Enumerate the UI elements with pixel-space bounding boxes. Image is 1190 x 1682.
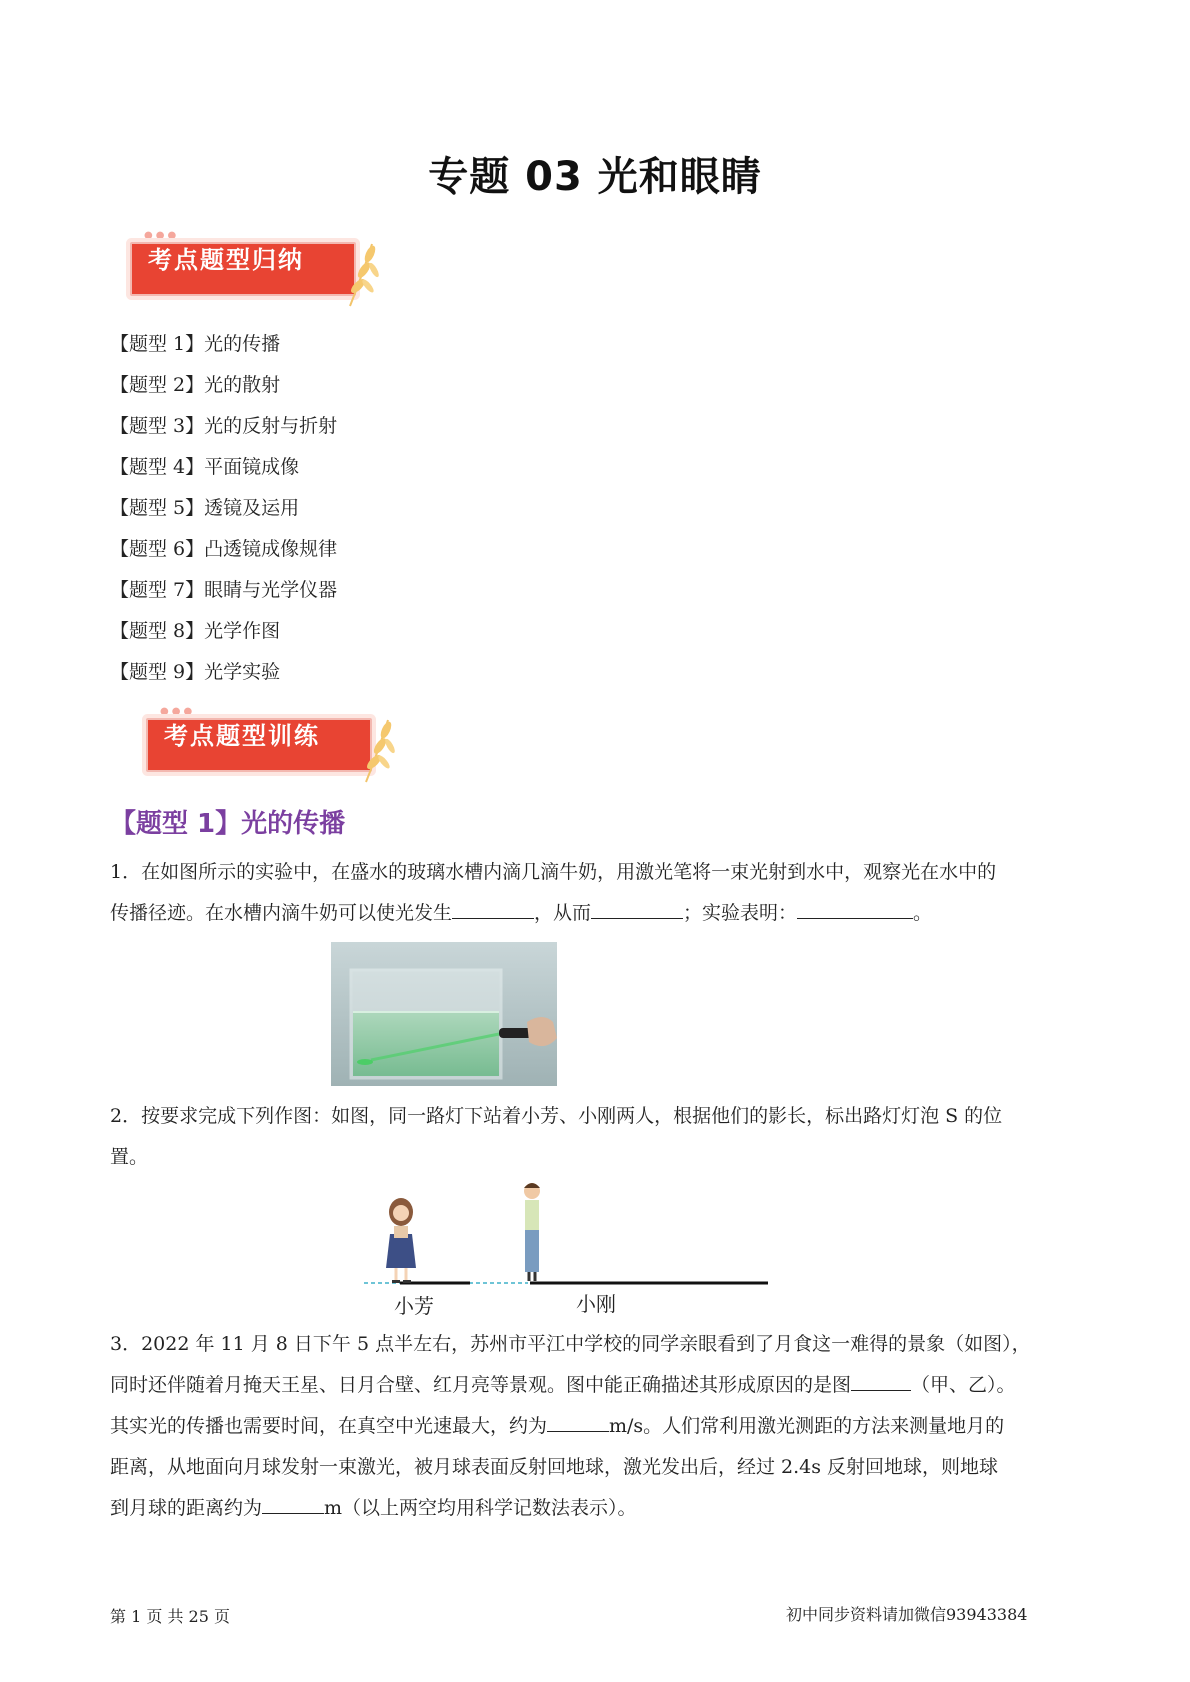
text-run: 到月球的距离约为 xyxy=(110,1497,263,1519)
boy-figure xyxy=(524,1183,540,1281)
footer-note: 初中同步资料请加微信93943384 xyxy=(786,1605,1028,1624)
wheat-leaf-icon xyxy=(358,712,398,784)
text-run: 其实光的传播也需要时间，在真空中光速最大，约为 xyxy=(110,1415,548,1437)
page-number: 第 1 页 共 25 页 xyxy=(110,1607,230,1626)
page-title: 专题 03 光和眼睛 xyxy=(428,154,762,200)
question-1-line xyxy=(110,893,1085,934)
text-run: ，从而 xyxy=(534,902,592,924)
topic-item: 【题型 8】光学作图 xyxy=(110,620,281,642)
question-1 xyxy=(110,852,1085,934)
answer-blank[interactable] xyxy=(851,1368,911,1391)
text-run: ；实验表明： xyxy=(683,902,798,924)
topic-item: 【题型 5】透镜及运用 xyxy=(110,497,300,519)
answer-blank[interactable] xyxy=(547,1409,609,1432)
banner-label: 考点题型归纳 xyxy=(148,246,304,274)
question-3-line xyxy=(110,1488,1085,1529)
question-2-line: 2．按要求完成下列作图：如图，同一路灯下站着小芳、小刚两人，根据他们的影长，标出路灯灯泡 S 的位 xyxy=(110,1105,1003,1127)
answer-blank[interactable] xyxy=(452,896,534,919)
text-run: m/s。人们常利用激光测距的方法来测量地月的 xyxy=(609,1415,1005,1437)
water-tank-laser-photo xyxy=(331,942,557,1086)
text-run: 传播径迹。在水槽内滴牛奶可以使光发生 xyxy=(110,902,453,924)
answer-blank[interactable] xyxy=(591,896,683,919)
answer-blank[interactable] xyxy=(797,896,913,919)
banner-dots: ●●● xyxy=(160,706,196,717)
label-girl: 小芳 xyxy=(394,1294,434,1318)
question-2-line: 置。 xyxy=(110,1146,149,1168)
question-3 xyxy=(110,1324,1085,1529)
topic-item: 【题型 1】光的传播 xyxy=(110,333,281,355)
question-3-line: 距离，从地面向月球发射一束激光，被月球表面反射回地球，激光发出后，经过 2.4s 反射回地球，则地球 xyxy=(110,1456,999,1478)
text-run: 。 xyxy=(913,902,933,924)
question-3-line xyxy=(110,1406,1085,1447)
topic-item: 【题型 3】光的反射与折射 xyxy=(110,415,338,437)
topic-item: 【题型 4】平面镜成像 xyxy=(110,456,300,478)
question-1-line: 1．在如图所示的实验中，在盛水的玻璃水槽内滴几滴牛奶，用激光笔将一束光射到水中，观察光在水中的 xyxy=(110,861,997,883)
banner-dots: ●●● xyxy=(144,230,180,241)
text-run: 同时还伴随着月掩天王星、日月合壁、红月亮等景观。图中能正确描述其形成原因的是图 xyxy=(110,1374,852,1396)
practice-banner xyxy=(138,704,388,780)
topic-item: 【题型 7】眼睛与光学仪器 xyxy=(110,579,338,601)
topic-item: 【题型 2】光的散射 xyxy=(110,374,281,396)
wheat-leaf-icon xyxy=(342,236,382,308)
text-run: （甲、乙）。 xyxy=(911,1374,1016,1396)
text-run: m（以上两空均用科学记数法表示）。 xyxy=(324,1497,637,1519)
streetlight-shadow-figure xyxy=(360,1182,780,1292)
answer-blank[interactable] xyxy=(262,1491,324,1514)
topic-item: 【题型 9】光学实验 xyxy=(110,661,281,683)
question-3-line: 3．2022 年 11 月 8 日下午 5 点半左右，苏州市平江中学校的同学亲眼看到了月食这一难得的景象（如图）， xyxy=(110,1333,1031,1355)
summary-banner xyxy=(122,228,372,304)
label-boy: 小刚 xyxy=(576,1292,616,1316)
question-2 xyxy=(110,1096,1085,1178)
section-heading: 【题型 1】光的传播 xyxy=(110,809,346,839)
banner-label: 考点题型训练 xyxy=(164,722,320,750)
topic-item: 【题型 6】凸透镜成像规律 xyxy=(110,538,338,560)
girl-figure xyxy=(386,1198,416,1283)
question-3-line xyxy=(110,1365,1085,1406)
topic-list xyxy=(110,330,337,699)
